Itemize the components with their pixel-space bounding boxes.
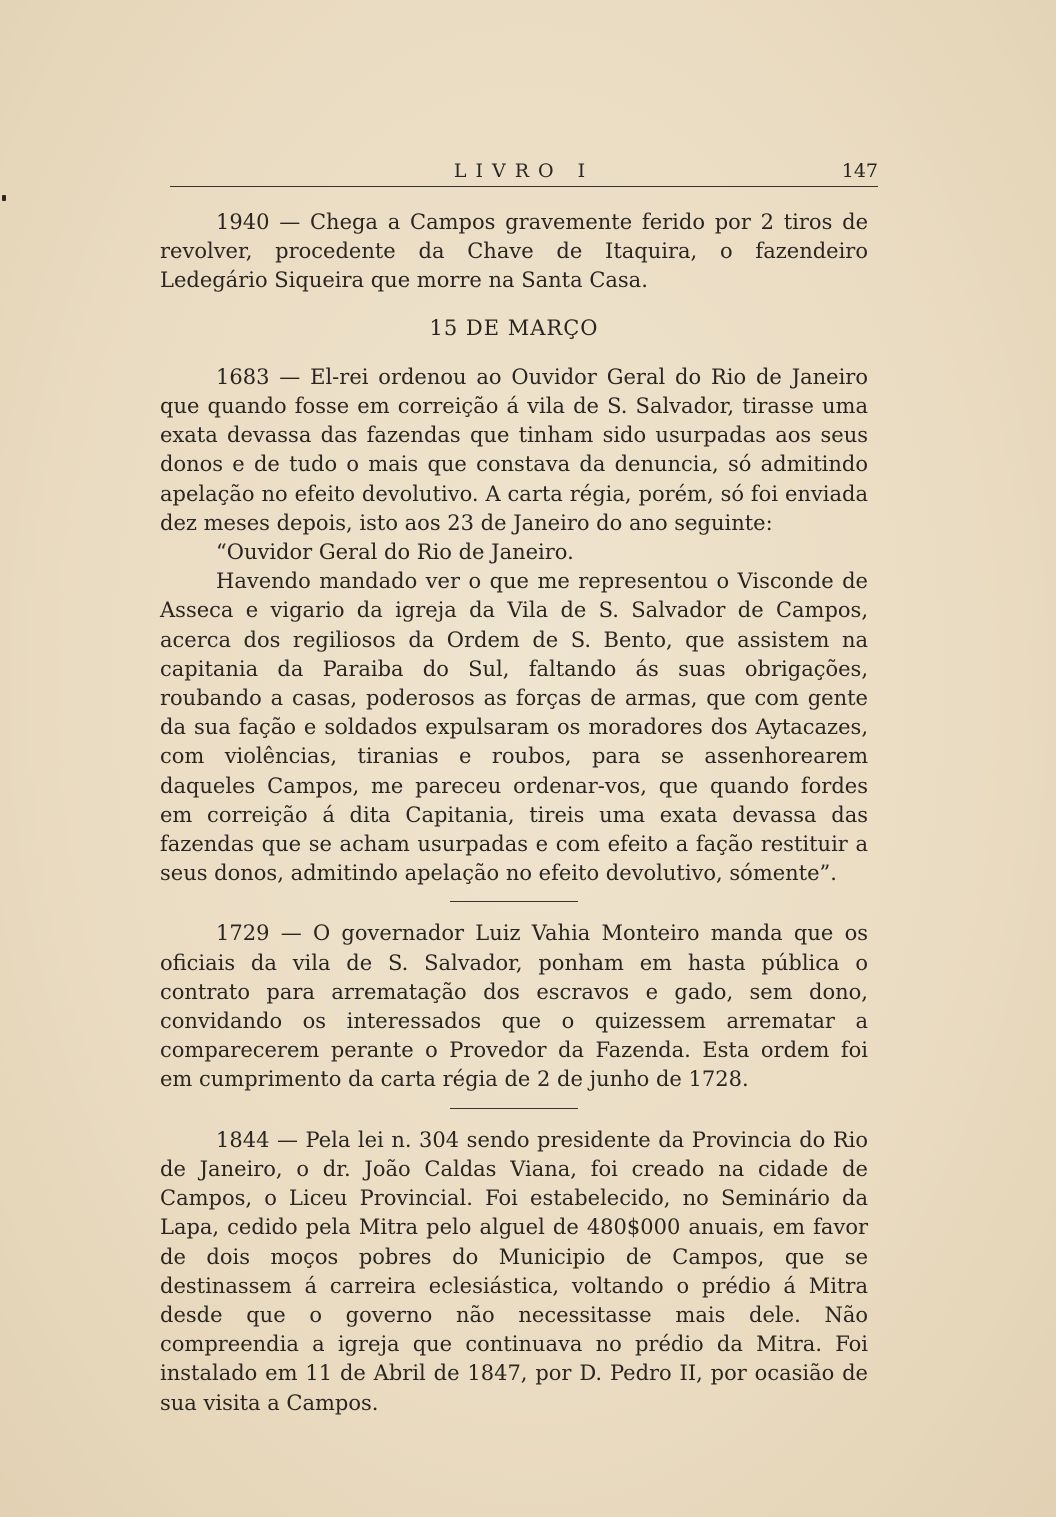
date-heading: 15 DE MARÇO (429, 315, 599, 340)
page-header (170, 160, 878, 188)
letter-body: Havendo mandado ver o que me representou o Visconde de Asseca e vigario da igreja da Vila de S. Salvador de Campos, acerca dos regiliosos da Ordem de S. Bento, que assistem na capitania da Paraiba do Sul, faltando ás suas obrigações, roubando a casas, poderosos as forças de armas, que com gente da sua fação e soldados expulsaram os moradores dos Aytacazes, com violências, tiranias e roubos, para se assenhorearem daqueles Campos, me pareceu ordenar-vos, que quando fordes em correição á dita Capitania, tireis uma exata devassa das fazendas que se acham usurpadas e com efeito a fação restituir a seus donos, admitindo apelação no efeito devolutivo, sómente”. (160, 569, 868, 886)
entry-1844: 1844 — Pela lei n. 304 sendo presidente da Provincia do Rio de Janeiro, o dr. João Caldas Viana, foi creado na cidade de Campos, o Liceu Provincial. Foi estabelecido, no Seminário da Lapa, cedido pela Mitra pelo alguel de 480$000 anuais, em favor de dois moços pobres do Municipio de Campos, que se destinassem á carreira eclesiástica, voltando o prédio á Mitra desde que o governo não necessitasse mais dele. Não compreendia a igreja que continuava no prédio da Mitra. Foi instalado em 11 de Abril de 1847, por D. Pedro II, por ocasião de sua visita a Campos. (160, 1127, 868, 1415)
page-body (160, 208, 868, 1418)
section-separator (450, 901, 578, 902)
entry-1940: 1940 — Chega a Campos gravemente ferido por 2 tiros de revolver, procedente da Chave de Itaquira, o fazendeiro Ledegário Siqueira que morre na Santa Casa. (160, 210, 868, 293)
running-title: LIVRO I (453, 160, 595, 182)
page-number: 147 (841, 160, 878, 182)
section-separator (450, 1108, 578, 1109)
letter-salutation: “Ouvidor Geral do Rio de Janeiro. (216, 540, 574, 565)
margin-mark (2, 195, 6, 201)
entry-1729: 1729 — O governador Luiz Vahia Monteiro manda que os oficiais da vila de S. Salvador, ponham em hasta pública o contrato para arrematação dos escravos e gado, sem dono, convidando os interessados que o quizessem arrematar a comparecerem perante o Provedor da Fazenda. Esta ordem foi em cumprimento da carta régia de 2 de junho de 1728. (160, 921, 868, 1092)
entry-1683: 1683 — El-rei ordenou ao Ouvidor Geral do Rio de Janeiro que quando fosse em correição á vila de S. Salvador, tirasse uma exata devassa das fazendas que tinham sido usurpadas aos seus donos e de tudo o mais que constava da denuncia, só admitindo apelação no efeito devolutivo. A carta régia, porém, só foi enviada dez meses depois, isto aos 23 de Janeiro do ano seguinte: (160, 364, 868, 535)
header-rule (170, 186, 878, 187)
